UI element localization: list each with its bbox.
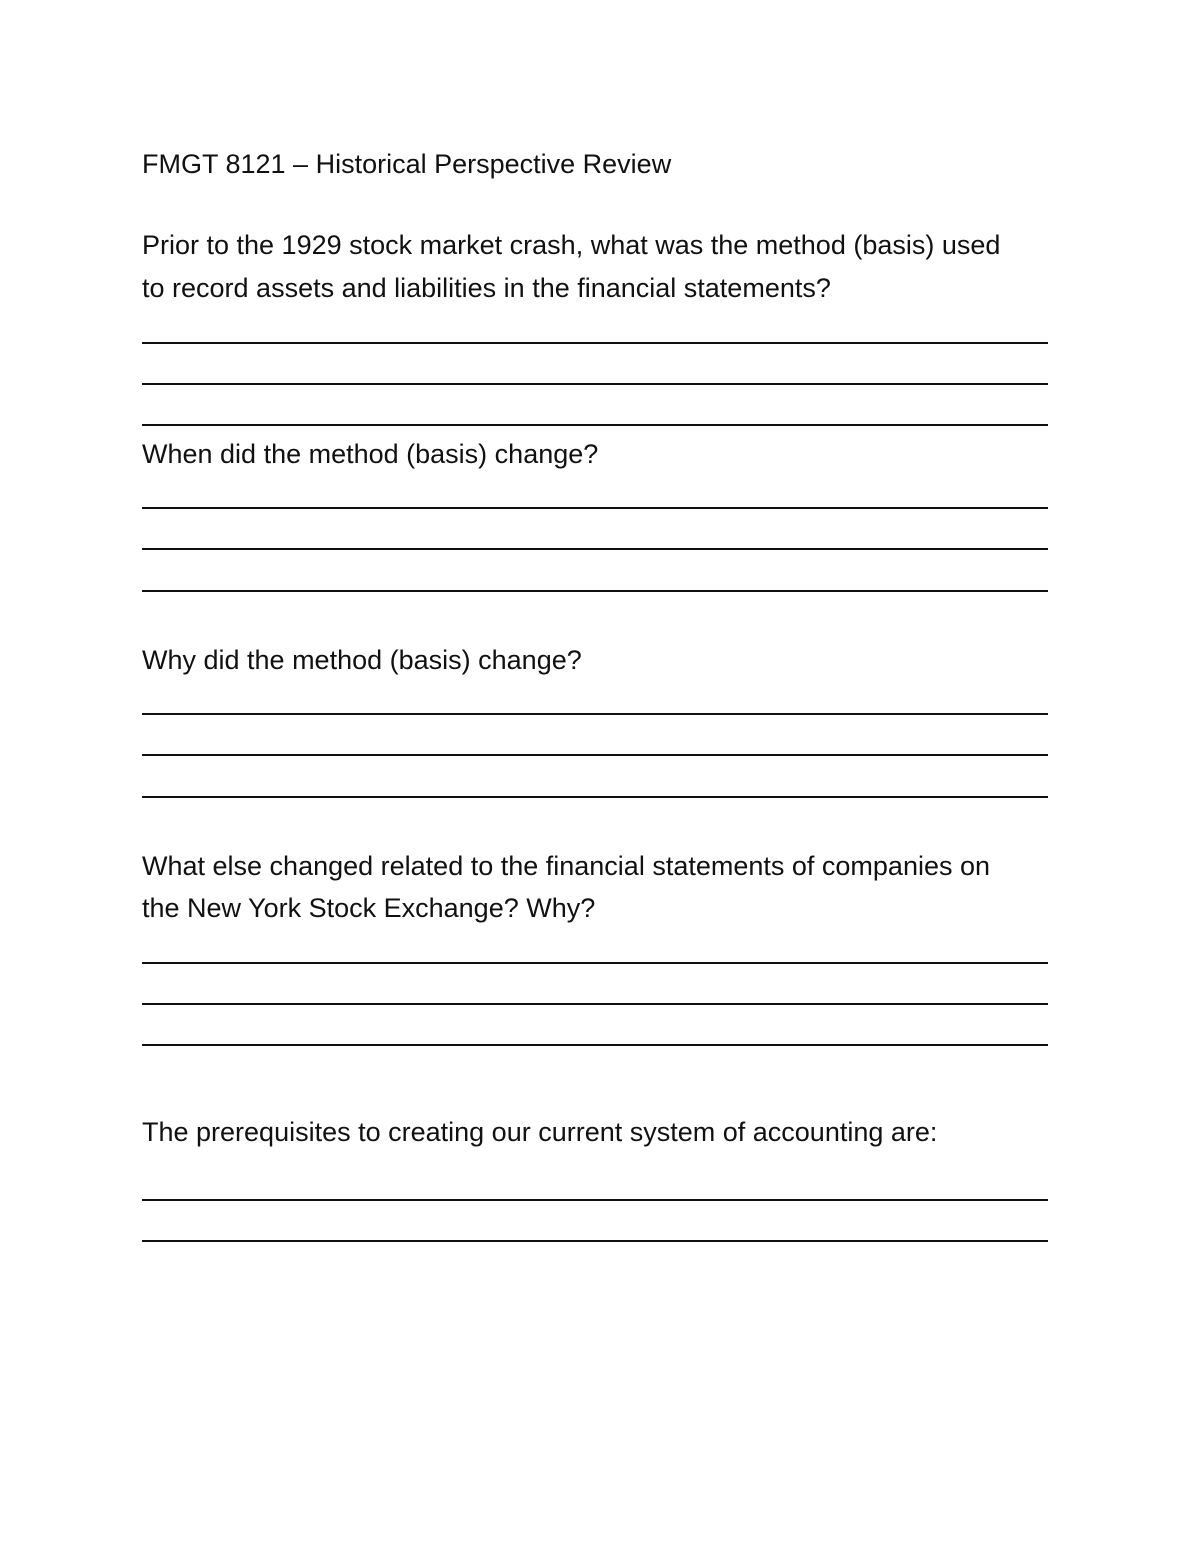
answer-line[interactable] (142, 424, 1048, 426)
answer-line[interactable] (142, 342, 1048, 344)
question-2: When did the method (basis) change? (142, 439, 599, 469)
question-1-line-1: Prior to the 1929 stock market crash, what was the method (basis) used (142, 230, 1001, 260)
answer-line[interactable] (142, 1003, 1048, 1005)
answer-line[interactable] (142, 754, 1048, 756)
answer-line[interactable] (142, 590, 1048, 592)
answer-line[interactable] (142, 1044, 1048, 1046)
answer-line[interactable] (142, 507, 1048, 509)
answer-line[interactable] (142, 796, 1048, 798)
question-1-line-2: to record assets and liabilities in the financial statements? (142, 273, 831, 303)
answer-line[interactable] (142, 383, 1048, 385)
answer-line[interactable] (142, 548, 1048, 550)
answer-line[interactable] (142, 1240, 1048, 1242)
answer-line[interactable] (142, 962, 1048, 964)
question-3: Why did the method (basis) change? (142, 645, 582, 675)
question-5: The prerequisites to creating our current system of accounting are: (142, 1117, 938, 1147)
page-title: FMGT 8121 – Historical Perspective Review (142, 149, 672, 179)
question-4-line-2: the New York Stock Exchange? Why? (142, 893, 596, 923)
question-4-line-1: What else changed related to the financial statements of companies on (142, 851, 991, 881)
answer-line[interactable] (142, 713, 1048, 715)
answer-line[interactable] (142, 1199, 1048, 1201)
